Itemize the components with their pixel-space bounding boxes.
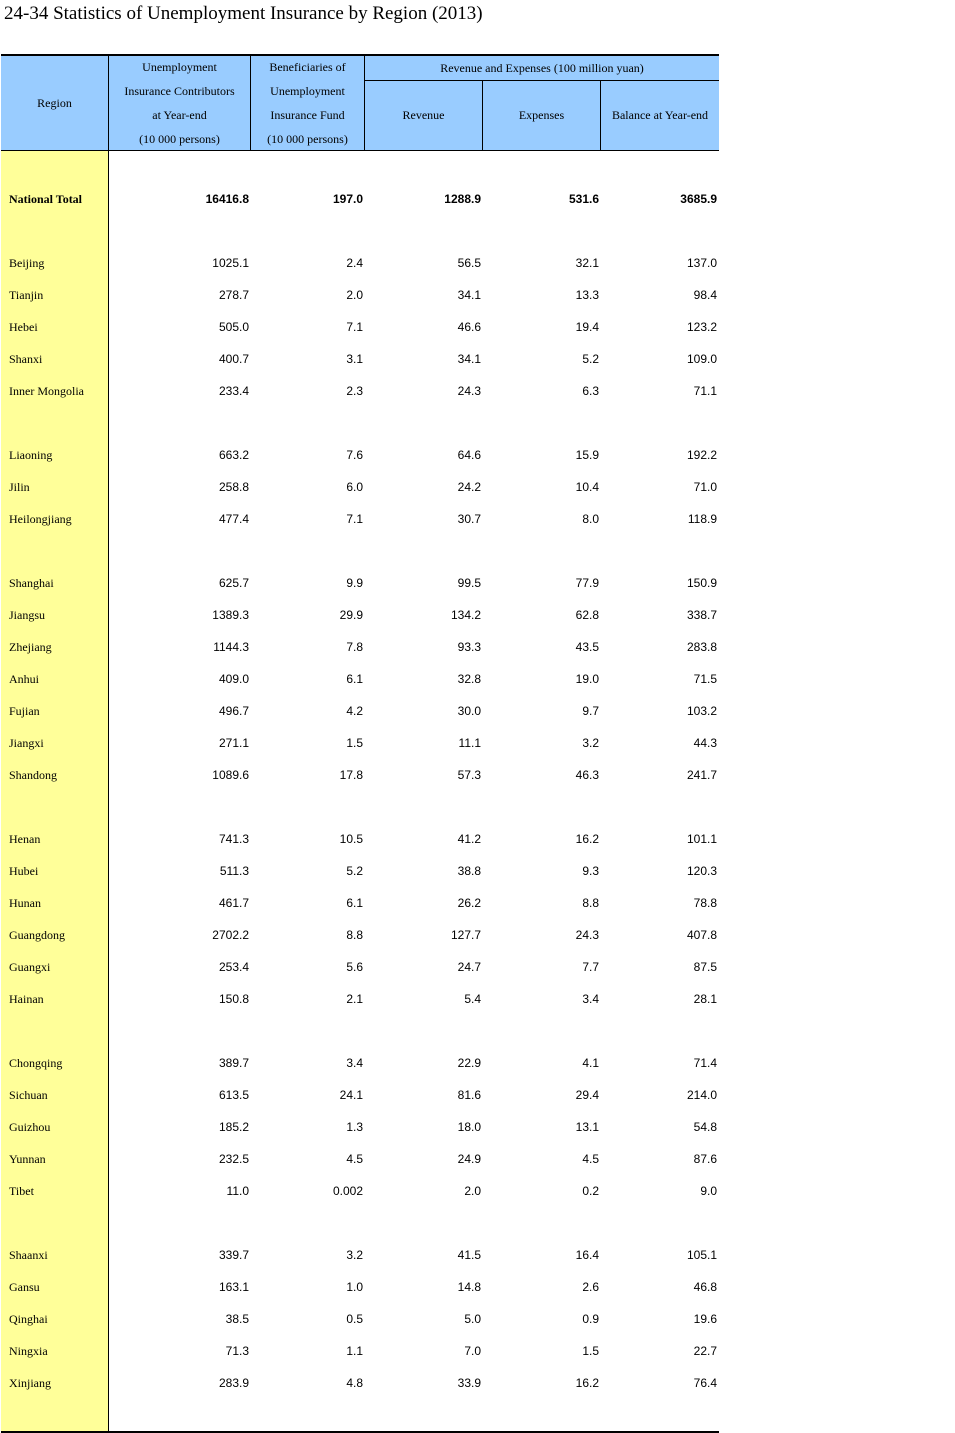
cell-balance: 338.7 <box>686 608 717 622</box>
cell-contributors: 400.7 <box>218 352 249 366</box>
cell-balance: 71.0 <box>693 480 717 494</box>
cell-balance: 44.3 <box>693 736 717 750</box>
table-row <box>1 247 719 279</box>
cell-beneficiaries: 3.4 <box>346 1056 363 1070</box>
header-beneficiaries-line: (10 000 persons) <box>267 132 348 146</box>
cell-revenue: 5.4 <box>464 992 481 1006</box>
cell-contributors: 477.4 <box>218 512 249 526</box>
table-row <box>1 663 719 695</box>
region-name: Hainan <box>9 992 44 1006</box>
header-revenue-expenses-group: Revenue and Expenses (100 million yuan) <box>440 60 644 75</box>
region-name: Qinghai <box>9 1312 48 1326</box>
cell-contributors: 16416.8 <box>205 192 249 206</box>
header-revenue: Revenue <box>402 108 445 122</box>
cell-contributors: 71.3 <box>225 1344 249 1358</box>
cell-beneficiaries: 4.5 <box>346 1152 363 1166</box>
cell-expenses: 13.1 <box>575 1120 599 1134</box>
cell-contributors: 232.5 <box>218 1152 249 1166</box>
cell-revenue: 7.0 <box>464 1344 481 1358</box>
cell-expenses: 9.3 <box>582 864 599 878</box>
region-name: Ningxia <box>9 1344 48 1358</box>
cell-beneficiaries: 6.1 <box>346 672 363 686</box>
table-row <box>1 279 719 311</box>
cell-expenses: 16.2 <box>575 832 599 846</box>
table-row <box>1 1111 719 1143</box>
cell-contributors: 389.7 <box>218 1056 249 1070</box>
region-name: Henan <box>9 832 41 846</box>
cell-beneficiaries: 7.1 <box>346 512 363 526</box>
cell-revenue: 33.9 <box>457 1376 481 1390</box>
cell-balance: 87.6 <box>693 1152 717 1166</box>
header-divider <box>482 81 483 150</box>
cell-expenses: 1.5 <box>582 1344 599 1358</box>
cell-beneficiaries: 4.8 <box>346 1376 363 1390</box>
cell-balance: 137.0 <box>686 256 717 270</box>
cell-expenses: 0.9 <box>582 1312 599 1326</box>
table-row <box>1 1303 719 1335</box>
header-divider <box>250 56 251 150</box>
cell-contributors: 1089.6 <box>212 768 249 782</box>
region-name: National Total <box>9 192 83 206</box>
cell-balance: 105.1 <box>686 1248 717 1262</box>
cell-revenue: 24.9 <box>457 1152 481 1166</box>
header-beneficiaries-line: Unemployment <box>270 84 345 98</box>
cell-beneficiaries: 0.002 <box>332 1184 363 1198</box>
cell-balance: 28.1 <box>693 992 717 1006</box>
region-name: Tianjin <box>9 288 44 302</box>
cell-balance: 123.2 <box>686 320 717 334</box>
cell-beneficiaries: 1.0 <box>346 1280 363 1294</box>
table-row-total <box>1 183 719 215</box>
cell-revenue: 22.9 <box>457 1056 481 1070</box>
cell-expenses: 16.4 <box>575 1248 599 1262</box>
region-name: Jiangsu <box>9 608 45 622</box>
cell-contributors: 185.2 <box>218 1120 249 1134</box>
table-row <box>1 1367 719 1399</box>
cell-expenses: 6.3 <box>582 384 599 398</box>
header-contributors-line: Unemployment <box>142 60 217 74</box>
region-name: Hunan <box>9 896 41 910</box>
table-row <box>1 823 719 855</box>
region-name: Inner Mongolia <box>9 384 84 398</box>
table-header <box>1 56 719 151</box>
cell-expenses: 4.1 <box>582 1056 599 1070</box>
table-row <box>1 727 719 759</box>
cell-revenue: 41.2 <box>457 832 481 846</box>
cell-revenue: 14.8 <box>457 1280 481 1294</box>
cell-revenue: 24.2 <box>457 480 481 494</box>
region-name: Guangdong <box>9 928 65 942</box>
region-name: Xinjiang <box>9 1376 51 1390</box>
cell-revenue: 18.0 <box>457 1120 481 1134</box>
cell-revenue: 56.5 <box>457 256 481 270</box>
cell-contributors: 613.5 <box>218 1088 249 1102</box>
cell-balance: 71.5 <box>693 672 717 686</box>
cell-expenses: 8.8 <box>582 896 599 910</box>
region-name: Chongqing <box>9 1056 63 1070</box>
cell-contributors: 271.1 <box>218 736 249 750</box>
table-row <box>1 951 719 983</box>
cell-expenses: 77.9 <box>575 576 599 590</box>
cell-expenses: 3.4 <box>582 992 599 1006</box>
cell-revenue: 41.5 <box>457 1248 481 1262</box>
region-name: Guangxi <box>9 960 51 974</box>
cell-revenue: 57.3 <box>457 768 481 782</box>
header-beneficiaries <box>251 56 364 150</box>
region-name: Jiangxi <box>9 736 44 750</box>
cell-beneficiaries: 6.0 <box>346 480 363 494</box>
table-row <box>1 599 719 631</box>
cell-revenue: 34.1 <box>457 288 481 302</box>
cell-contributors: 511.3 <box>219 864 249 878</box>
cell-balance: 9.0 <box>700 1184 717 1198</box>
cell-beneficiaries: 2.4 <box>346 256 363 270</box>
cell-contributors: 663.2 <box>218 448 249 462</box>
table-row <box>1 983 719 1015</box>
table-row <box>1 887 719 919</box>
cell-revenue: 24.3 <box>457 384 481 398</box>
cell-expenses: 5.2 <box>582 352 599 366</box>
cell-balance: 120.3 <box>686 864 717 878</box>
cell-contributors: 1025.1 <box>212 256 249 270</box>
cell-expenses: 0.2 <box>582 1184 599 1198</box>
cell-balance: 22.7 <box>693 1344 717 1358</box>
header-group-divider <box>365 80 719 81</box>
cell-beneficiaries: 7.1 <box>346 320 363 334</box>
cell-beneficiaries: 5.2 <box>346 864 363 878</box>
cell-expenses: 13.3 <box>575 288 599 302</box>
region-name: Yunnan <box>9 1152 46 1166</box>
cell-revenue: 127.7 <box>450 928 481 942</box>
region-name: Fujian <box>9 704 40 718</box>
table-row <box>1 311 719 343</box>
cell-beneficiaries: 3.2 <box>346 1248 363 1262</box>
cell-expenses: 19.0 <box>575 672 599 686</box>
cell-revenue: 11.1 <box>458 736 481 750</box>
cell-balance: 407.8 <box>686 928 717 942</box>
header-beneficiaries-line: Insurance Fund <box>270 108 345 122</box>
table-row <box>1 1079 719 1111</box>
cell-balance: 283.8 <box>686 640 717 654</box>
cell-beneficiaries: 10.5 <box>339 832 363 846</box>
cell-revenue: 30.7 <box>457 512 481 526</box>
cell-revenue: 34.1 <box>457 352 481 366</box>
cell-balance: 3685.9 <box>680 192 717 206</box>
cell-expenses: 531.6 <box>568 192 599 206</box>
table-row <box>1 1271 719 1303</box>
table-body <box>1 151 719 1431</box>
cell-revenue: 32.8 <box>457 672 481 686</box>
cell-balance: 76.4 <box>693 1376 717 1390</box>
region-name: Shanghai <box>9 576 54 590</box>
cell-expenses: 3.2 <box>582 736 599 750</box>
cell-expenses: 15.9 <box>575 448 599 462</box>
cell-expenses: 8.0 <box>582 512 599 526</box>
cell-revenue: 46.6 <box>457 320 481 334</box>
cell-revenue: 5.0 <box>464 1312 481 1326</box>
cell-beneficiaries: 6.1 <box>346 896 363 910</box>
region-name: Jilin <box>9 480 30 494</box>
header-balance: Balance at Year-end <box>611 108 709 122</box>
cell-beneficiaries: 0.5 <box>346 1312 363 1326</box>
region-name: Sichuan <box>9 1088 48 1102</box>
cell-balance: 78.8 <box>693 896 717 910</box>
cell-balance: 109.0 <box>686 352 717 366</box>
cell-revenue: 64.6 <box>457 448 481 462</box>
cell-contributors: 11.0 <box>226 1184 249 1198</box>
cell-contributors: 278.7 <box>218 288 249 302</box>
header-contributors-line: (10 000 persons) <box>139 132 220 146</box>
cell-expenses: 2.6 <box>582 1280 599 1294</box>
cell-contributors: 1144.3 <box>213 640 249 654</box>
cell-balance: 150.9 <box>686 576 717 590</box>
cell-balance: 241.7 <box>686 768 717 782</box>
cell-expenses: 4.5 <box>582 1152 599 1166</box>
cell-beneficiaries: 2.1 <box>346 992 363 1006</box>
region-name: Guizhou <box>9 1120 51 1134</box>
cell-beneficiaries: 7.6 <box>346 448 363 462</box>
cell-revenue: 38.8 <box>457 864 481 878</box>
cell-expenses: 29.4 <box>575 1088 599 1102</box>
cell-contributors: 496.7 <box>218 704 249 718</box>
table-row <box>1 855 719 887</box>
cell-contributors: 1389.3 <box>212 608 249 622</box>
header-beneficiaries-line: Beneficiaries of <box>269 60 346 74</box>
cell-contributors: 461.7 <box>218 896 249 910</box>
cell-balance: 71.4 <box>693 1056 717 1070</box>
table-row <box>1 631 719 663</box>
cell-balance: 192.2 <box>686 448 717 462</box>
header-expenses: Expenses <box>518 108 565 122</box>
cell-beneficiaries: 17.8 <box>339 768 363 782</box>
table-row <box>1 343 719 375</box>
cell-beneficiaries: 1.1 <box>346 1344 363 1358</box>
region-name: Liaoning <box>9 448 53 462</box>
table-row <box>1 1047 719 1079</box>
table-row <box>1 567 719 599</box>
cell-expenses: 24.3 <box>575 928 599 942</box>
cell-expenses: 19.4 <box>575 320 599 334</box>
header-contributors-line: Insurance Contributors <box>124 84 235 98</box>
cell-balance: 214.0 <box>686 1088 717 1102</box>
cell-revenue: 2.0 <box>464 1184 481 1198</box>
cell-balance: 46.8 <box>693 1280 717 1294</box>
cell-balance: 98.4 <box>693 288 717 302</box>
cell-revenue: 93.3 <box>457 640 481 654</box>
cell-expenses: 7.7 <box>582 960 599 974</box>
cell-contributors: 38.5 <box>225 1312 249 1326</box>
region-name: Hebei <box>9 320 38 334</box>
cell-expenses: 32.1 <box>575 256 599 270</box>
cell-beneficiaries: 1.5 <box>346 736 363 750</box>
cell-balance: 87.5 <box>693 960 717 974</box>
table-row <box>1 471 719 503</box>
cell-balance: 71.1 <box>693 384 717 398</box>
cell-contributors: 253.4 <box>218 960 249 974</box>
cell-beneficiaries: 5.6 <box>346 960 363 974</box>
cell-contributors: 505.0 <box>218 320 249 334</box>
cell-contributors: 339.7 <box>218 1248 249 1262</box>
region-name: Zhejiang <box>9 640 52 654</box>
table-row <box>1 1239 719 1271</box>
cell-contributors: 625.7 <box>218 576 249 590</box>
cell-contributors: 258.8 <box>218 480 249 494</box>
header-contributors-line: at Year-end <box>152 108 207 122</box>
cell-beneficiaries: 3.1 <box>346 352 363 366</box>
cell-expenses: 9.7 <box>582 704 599 718</box>
cell-revenue: 1288.9 <box>444 192 481 206</box>
cell-revenue: 30.0 <box>457 704 481 718</box>
region-name: Heilongjiang <box>9 512 72 526</box>
cell-expenses: 16.2 <box>575 1376 599 1390</box>
region-name: Hubei <box>9 864 39 878</box>
table-row <box>1 1335 719 1367</box>
cell-contributors: 283.9 <box>218 1376 249 1390</box>
cell-balance: 54.8 <box>693 1120 717 1134</box>
region-name: Shaanxi <box>9 1248 48 1262</box>
cell-beneficiaries: 29.9 <box>339 608 363 622</box>
region-name: Beijing <box>9 256 45 270</box>
cell-balance: 118.9 <box>687 512 717 526</box>
region-name: Anhui <box>9 672 39 686</box>
cell-expenses: 43.5 <box>575 640 599 654</box>
cell-revenue: 26.2 <box>457 896 481 910</box>
table-row <box>1 919 719 951</box>
cell-revenue: 81.6 <box>457 1088 481 1102</box>
table-row <box>1 439 719 471</box>
header-region: Region <box>37 95 72 110</box>
header-divider <box>108 56 109 150</box>
cell-contributors: 150.8 <box>218 992 249 1006</box>
cell-beneficiaries: 197.0 <box>332 192 363 206</box>
region-name: Shanxi <box>9 352 43 366</box>
header-divider <box>600 81 601 150</box>
region-name: Shandong <box>9 768 57 782</box>
cell-revenue: 134.2 <box>450 608 481 622</box>
cell-expenses: 62.8 <box>575 608 599 622</box>
page-title: 24-34 Statistics of Unemployment Insurance by Region (2013) <box>4 3 483 24</box>
cell-beneficiaries: 7.8 <box>346 640 363 654</box>
cell-beneficiaries: 2.3 <box>346 384 363 398</box>
cell-beneficiaries: 2.0 <box>346 288 363 302</box>
table-row <box>1 695 719 727</box>
cell-beneficiaries: 24.1 <box>339 1088 363 1102</box>
cell-contributors: 163.1 <box>218 1280 249 1294</box>
region-name: Gansu <box>9 1280 40 1294</box>
cell-beneficiaries: 8.8 <box>346 928 363 942</box>
cell-balance: 103.2 <box>686 704 717 718</box>
cell-beneficiaries: 4.2 <box>346 704 363 718</box>
table-row <box>1 375 719 407</box>
table-row <box>1 1175 719 1207</box>
cell-revenue: 24.7 <box>457 960 481 974</box>
table-row <box>1 759 719 791</box>
cell-beneficiaries: 9.9 <box>346 576 363 590</box>
cell-contributors: 2702.2 <box>212 928 249 942</box>
cell-contributors: 409.0 <box>218 672 249 686</box>
cell-contributors: 741.3 <box>218 832 249 846</box>
header-contributors <box>109 56 250 150</box>
cell-revenue: 99.5 <box>457 576 481 590</box>
cell-contributors: 233.4 <box>218 384 249 398</box>
cell-balance: 101.1 <box>686 832 717 846</box>
table-row <box>1 503 719 535</box>
cell-expenses: 10.4 <box>575 480 599 494</box>
region-name: Tibet <box>9 1184 34 1198</box>
cell-balance: 19.6 <box>693 1312 717 1326</box>
cell-expenses: 46.3 <box>575 768 599 782</box>
table-row <box>1 1143 719 1175</box>
cell-beneficiaries: 1.3 <box>346 1120 363 1134</box>
header-divider <box>364 56 365 150</box>
